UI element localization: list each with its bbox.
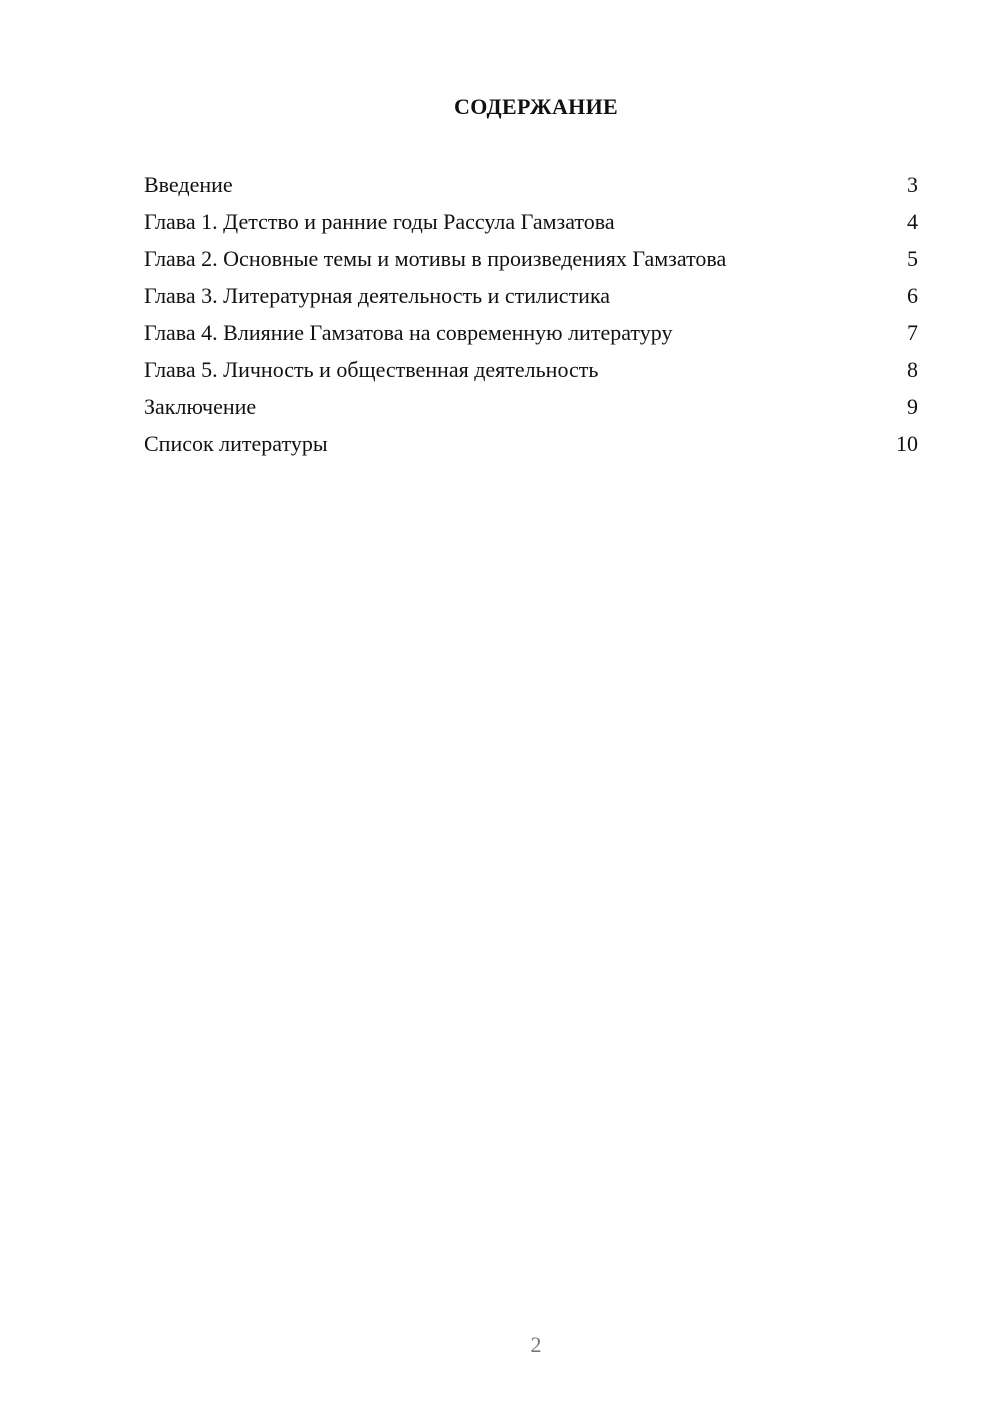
toc-entry-chapter-4 [144,314,918,351]
toc-entry-conclusion [144,388,918,425]
toc-entry-bibliography [144,425,918,462]
toc-title: СОДЕРЖАНИЕ [454,94,618,119]
toc-entry-page: 3 [907,172,918,197]
toc-entry-page: 5 [907,246,918,271]
toc-entry-page: 6 [907,283,918,308]
toc-entry-label: Глава 4. Влияние Гамзатова на современную литературу [144,320,673,345]
toc-entry-label: Глава 5. Личность и общественная деятельность [144,357,599,382]
table-of-contents [144,166,918,462]
toc-entry-chapter-5 [144,351,918,388]
page-number: 2 [530,1332,542,1357]
toc-entry-page: 10 [896,431,918,456]
toc-entry-label: Глава 2. Основные темы и мотивы в произведениях Гамзатова [144,246,727,271]
toc-entry-chapter-2 [144,240,918,277]
toc-entry-page: 4 [907,209,918,234]
toc-entry-chapter-1 [144,203,918,240]
toc-entry-label: Заключение [144,394,257,419]
toc-entry-page: 9 [907,394,918,419]
toc-entry-label: Введение [144,172,233,197]
toc-entry-label: Список литературы [144,431,328,456]
toc-entry-page: 7 [907,320,918,345]
toc-entry-label: Глава 1. Детство и ранние годы Рассула Гамзатова [144,209,615,234]
toc-entry-page: 8 [907,357,918,382]
toc-entry-introduction [144,166,918,203]
toc-entry-chapter-3 [144,277,918,314]
toc-entry-label: Глава 3. Литературная деятельность и стилистика [144,283,611,308]
